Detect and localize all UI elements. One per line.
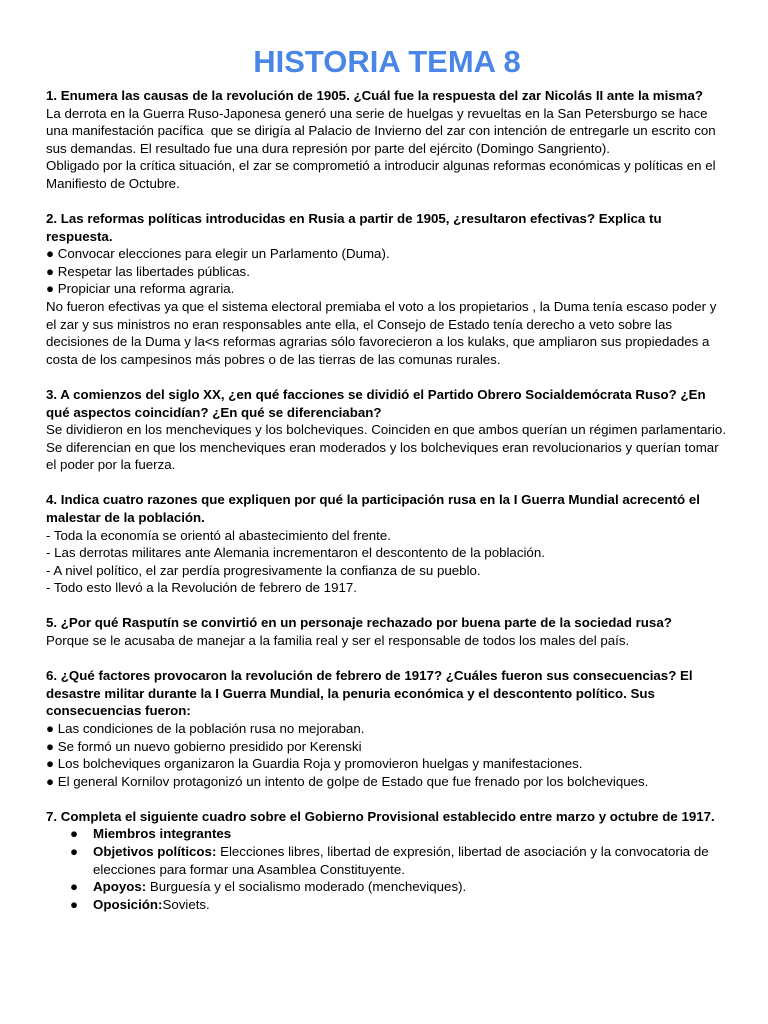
section-3 [46,386,728,474]
list-item [46,825,728,843]
item-label: Objetivos políticos: [93,843,217,859]
answer-1-paragraph-1: La derrota en la Guerra Ruso-Japonesa generó una serie de huelgas y revueltas en la San Petersburgo se hace una manifestación pacífica que se dirigía al Palacio de Invierno del zar con intención de entregarle un escrito con sus demandas. El resultado fue una dura represión por parte del ejército (Domingo Sangriento). [46,105,720,156]
section-5 [46,614,728,649]
government-table-list [46,825,728,913]
answer-1-paragraph-2: Obligado por la crítica situación, el zar se comprometió a introducir algunas reformas económicas y políticas en el Manifiesto de Octubre. [46,158,720,191]
item-label: Oposición: [93,896,163,912]
section-6 [46,667,728,790]
answer-3-paragraph: Se dividieron en los mencheviques y los bolcheviques. Coinciden en que ambos querían un régimen parlamentario. Se diferencian en que los mencheviques eran moderados y los bolcheviques eran revolucionarios y querían tomar el poder por la fuerza. [46,422,730,473]
bullet-icon: ● [70,843,79,859]
answer-2-paragraph: No fueron efectivas ya que el sistema electoral premiaba el voto a los propietarios , la Duma tenía escaso poder y el zar y sus ministros no eran responsables ante ella, el Consejo de Estado tenía derecho a veto sobre las decisiones de la Duma y la<s reformas agrarias sólo favorecieron a los kulaks, que ampliaron sus propiedades a costa de los campesinos más pobres o de las tierras de las comunas rurales. [46,299,721,367]
document-title: HISTORIA TEMA 8 [253,44,521,79]
item-label: Miembros integrantes [93,826,232,842]
section-7 [46,808,728,914]
question-3: 3. A comienzos del siglo XX, ¿en qué facciones se dividió el Partido Obrero Socialdemócrata Ruso? ¿En qué aspectos coincidían? ¿En qué se diferenciaban? [46,386,710,420]
answer-6-bullet-3: ● Los bolcheviques organizaron la Guardia Roja y promovieron huelgas y manifestaciones. [46,756,583,772]
item-text: Soviets. [162,896,210,912]
bullet-icon: ● [70,826,79,842]
answer-2-bullet-1: ● Convocar elecciones para elegir un Parlamento (Duma). [46,246,390,262]
answer-4-line-1: - Toda la economía se orientó al abastecimiento del frente. [46,527,391,543]
question-1: 1. Enumera las causas de la revolución de 1905. ¿Cuál fue la respuesta del zar Nicolás II ante la misma? [46,88,703,103]
answer-4-line-3: - A nivel político, el zar perdía progresivamente la confianza de su pueblo. [46,562,481,578]
list-item [46,843,728,878]
question-2: 2. Las reformas políticas introducidas en Rusia a partir de 1905, ¿resultaron efectivas? Explica tu respuesta. [46,211,666,244]
question-7: 7. Completa el siguiente cuadro sobre el Gobierno Provisional establecido entre marzo y octubre de 1917. [46,808,715,824]
answer-6-bullet-2: ● Se formó un nuevo gobierno presidido por Kerenski [46,738,362,754]
bullet-icon: ● [70,896,79,912]
item-label: Apoyos: [93,879,147,895]
item-text: Burguesía y el socialismo moderado (mencheviques). [146,879,467,895]
answer-5-paragraph: Porque se le acusaba de manejar a la familia real y ser el responsable de todos los males del país. [46,633,630,649]
answer-6-bullet-1: ● Las condiciones de la población rusa no mejoraban. [46,720,365,736]
list-item [46,896,728,914]
answer-2-bullet-2: ● Respetar las libertades públicas. [46,263,250,279]
section-2 [46,210,728,368]
question-5: 5. ¿Por qué Rasputín se convirtió en un personaje rechazado por buena parte de la sociedad rusa? [46,615,672,631]
answer-4-line-2: - Las derrotas militares ante Alemania incrementaron el descontento de la población. [46,545,545,561]
bullet-icon: ● [70,879,79,895]
answer-6-bullet-4: ● El general Kornilov protagonizó un intento de golpe de Estado que fue frenado por los bolcheviques. [46,773,649,789]
section-4 [46,491,728,597]
section-1 [46,87,728,193]
question-6: 6. ¿Qué factores provocaron la revolución de febrero de 1917? ¿Cuáles fueron sus consecuencias? El desastre militar durante la I Guerra Mundial, la penuria económica y el descontento político. Sus consecuencias fueron: [46,668,697,719]
list-item [46,878,728,896]
answer-4-line-4: - Todo esto llevó a la Revolución de febrero de 1917. [46,580,357,596]
question-4: 4. Indica cuatro razones que expliquen por qué la participación rusa en la I Guerra Mundial acrecentó el malestar de la población. [46,492,704,525]
item-text: Elecciones libres, libertad de expresión, libertad de asociación y la convocatoria de elecciones para formar una Asamblea Constituyente. [93,843,709,877]
answer-2-bullet-3: ● Propiciar una reforma agraria. [46,281,235,297]
